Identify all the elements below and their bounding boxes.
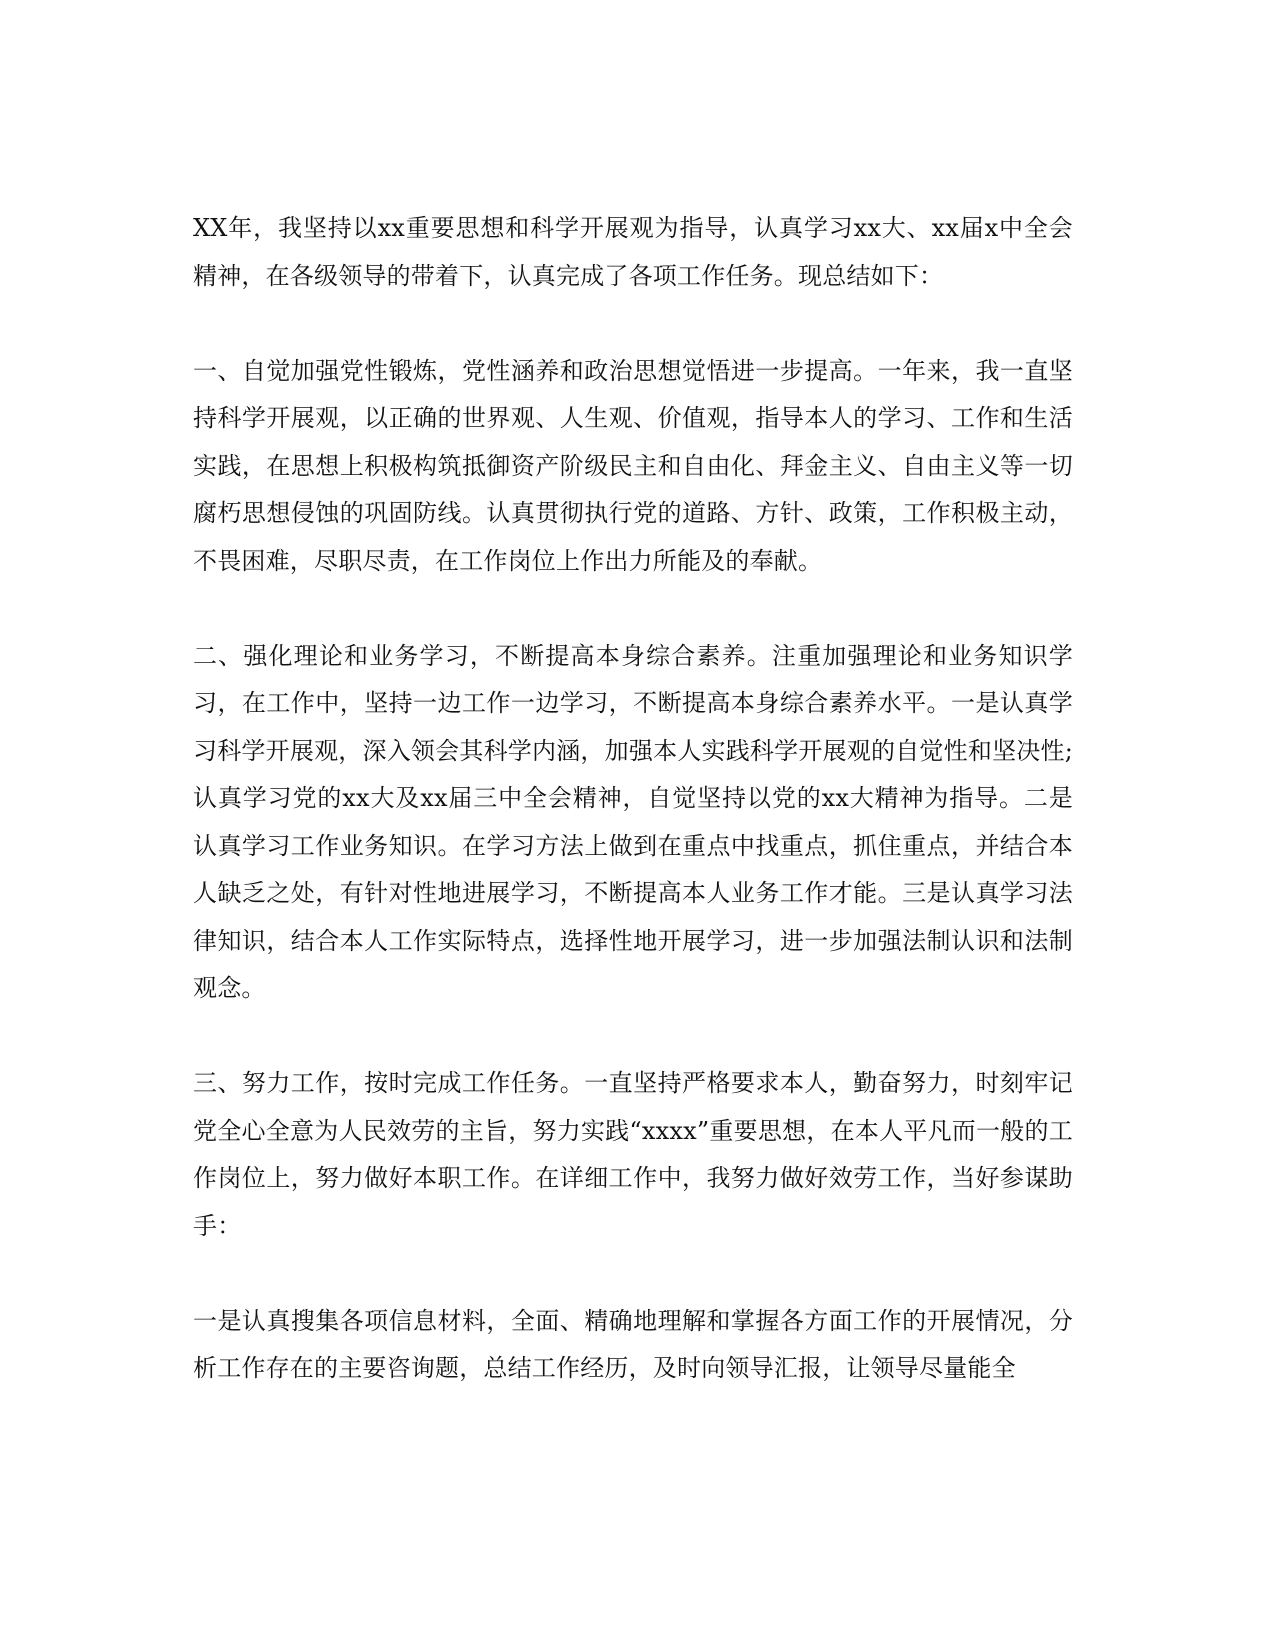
paragraph-item-1: 一是认真搜集各项信息材料，全面、精确地理解和掌握各方面工作的开展情况，分析工作存在的主要咨询题，总结工作经历，及时向领导汇报，让领导尽量能全 [193,1306,1073,1382]
paragraph-section-1: 一、自觉加强党性锻炼，党性涵养和政治思想觉悟进一步提高。一年来，我一直坚持科学开展观，以正确的世界观、人生观、价值观，指导本人的学习、工作和生活实践，在思想上积极构筑抵御资产阶级民主和自由化、拜金主义、自由主义等一切腐朽思想侵蚀的巩固防线。认真贯彻执行党的道路、方针、政策，工作积极主动，不畏困难，尽职尽责，在工作岗位上作出力所能及的奉献。 [193,356,1073,575]
paragraph-intro: XX年，我坚持以xx重要思想和科学开展观为指导，认真学习xx大、xx届x中全会精神，在各级领导的带着下，认真完成了各项工作任务。现总结如下： [193,214,1073,290]
paragraph-section-2: 二、强化理论和业务学习，不断提高本身综合素养。注重加强理论和业务知识学习，在工作中，坚持一边工作一边学习，不断提高本身综合素养水平。一是认真学习科学开展观，深入领会其科学内涵，加强本人实践科学开展观的自觉性和坚决性;认真学习党的xx大及xx届三中全会精神，自觉坚持以党的xx大精神为指导。二是认真学习工作业务知识。在学习方法上做到在重点中找重点，抓住重点，并结合本人缺乏之处，有针对性地进展学习，不断提高本人业务工作才能。三是认真学习法律知识，结合本人工作实际特点，选择性地开展学习，进一步加强法制认识和法制观念。 [193,641,1073,1002]
document-body [193,205,1073,1440]
paragraph-section-3: 三、努力工作，按时完成工作任务。一直坚持严格要求本人，勤奋努力，时刻牢记党全心全意为人民效劳的主旨，努力实践“xxxx”重要思想，在本人平凡而一般的工作岗位上，努力做好本职工作。在详细工作中，我努力做好效劳工作，当好参谋助手： [193,1069,1073,1240]
